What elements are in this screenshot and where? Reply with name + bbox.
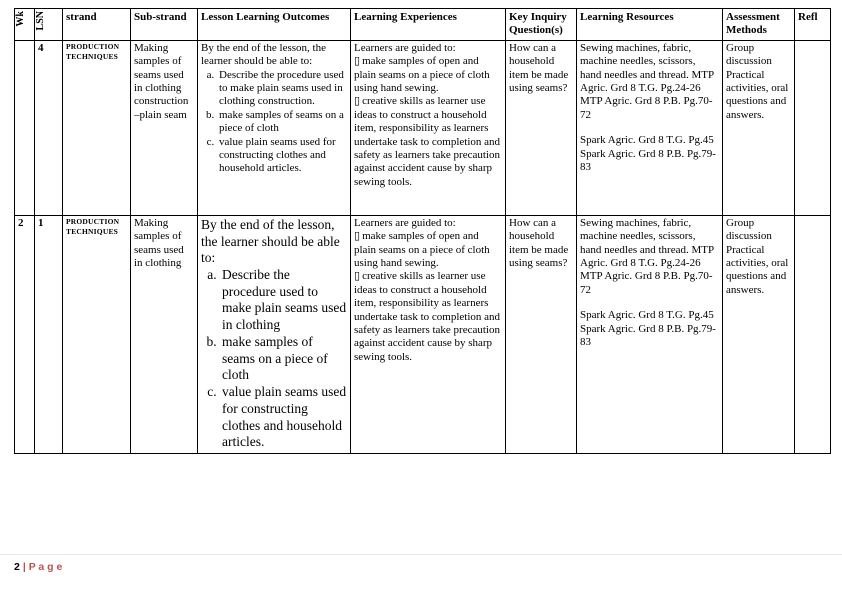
experience-item [354,270,502,364]
resources-paragraph: Sewing machines, fabric, machine needles, scissors, hand needles and thread. MTP Agric. Grd 8 T.G. Pg.24-26 MTP Agric. Grd 8 P.B. Pg.70-72 [580,216,714,296]
cell-lsn: 4 [35,40,63,215]
experience-item [354,230,502,270]
resources-paragraph: Spark Agric. Grd 8 T.G. Pg.45 Spark Agric. Grd 8 P.B. Pg.79-83 [580,309,716,349]
cell-strand: PRODUCTION TECHNIQUES [63,215,131,453]
page-number: 2 [14,561,20,573]
cell-assessment: Group discussion Practical activities, oral questions and answers. [723,215,795,453]
cell-assessment: Group discussion Practical activities, oral questions and answers. [723,40,795,215]
cell-refl [795,40,831,215]
cell-outcomes [198,40,351,215]
experience-text: creative skills as learner use ideas to construct a household item, responsibility as learners undertake task to completion and safety as learners take precaution against accident cause by sharp sewing tools. [354,95,501,188]
col-header-refl: Refl [795,9,831,41]
checkbox-bullet-icon: ▯ [354,95,361,108]
resources-paragraph: Sewing machines, fabric, machine needles, scissors, hand needles and thread. MTP Agric. Grd 8 T.G. Pg.24-26 MTP Agric. Grd 8 P.B. Pg.70-72 [580,41,714,121]
checkbox-bullet-icon: ▯ [354,230,361,243]
cell-resources [577,215,723,453]
col-header-wk-label: Wk [15,11,26,27]
page-label: | P a g e [22,561,63,573]
table-header-row [15,9,831,41]
experience-item [354,95,502,189]
cell-experiences [351,215,506,453]
col-header-wk [15,9,35,41]
cell-key-inquiry: How can a household item be made using seams? [506,215,577,453]
table-row-lesson-4 [15,40,831,215]
cell-sub-strand: Making samples of seams used in clothing construction –plain seam [131,40,198,215]
outcome-item: c. value plain seams used for constructing clothes and household articles. [220,384,347,451]
cell-refl [795,215,831,453]
resources-paragraph: Spark Agric. Grd 8 T.G. Pg.45 Spark Agric. Grd 8 P.B. Pg.79-83 [580,134,716,174]
col-header-key-inquiry: Key Inquiry Question(s) [506,9,577,41]
scheme-of-work-table [14,8,831,454]
checkbox-bullet-icon: ▯ [354,270,361,283]
outcome-item: a. Describe the procedure used to make plain seams used in clothing construction. [217,69,347,109]
experience-text: creative skills as learner use ideas to construct a household item, responsibility as learners undertake task to completion and safety as learners take precaution against accident cause by sharp sewing tools. [354,270,501,363]
checkbox-bullet-icon: ▯ [354,55,361,68]
outcomes-intro: By the end of the lesson, the learner should be able to: [201,216,340,266]
experience-text: make samples of open and plain seams on a piece of cloth using hand sewing. [354,230,490,270]
experiences-intro: Learners are guided to: [354,41,456,54]
experience-item [354,55,502,95]
cell-wk [15,40,35,215]
cell-outcomes [198,215,351,453]
col-header-sub-strand: Sub-strand [131,9,198,41]
outcomes-list [201,69,347,176]
col-header-lsn [35,9,63,41]
cell-key-inquiry: How can a household item be made using seams? [506,40,577,215]
outcome-item: b. make samples of seams on a piece of cloth [217,109,347,136]
cell-strand: PRODUCTION TECHNIQUES [63,40,131,215]
col-header-experiences: Learning Experiences [351,9,506,41]
outcome-item: c. value plain seams used for constructing clothes and household articles. [217,136,347,176]
experiences-intro: Learners are guided to: [354,216,456,229]
footer-divider [0,554,842,555]
cell-lsn: 1 [35,215,63,453]
col-header-lsn-label: LSN [35,11,46,31]
col-header-assessment: Assessment Methods [723,9,795,41]
experience-text: make samples of open and plain seams on a piece of cloth using hand sewing. [354,55,490,95]
outcomes-list [201,267,347,451]
page-footer [14,561,62,573]
cell-resources [577,40,723,215]
outcome-item: a. Describe the procedure used to make plain seams used in clothing [220,267,347,334]
col-header-resources: Learning Resources [577,9,723,41]
table-row-lesson-1 [15,215,831,453]
col-header-strand: strand [63,9,131,41]
col-header-outcomes: Lesson Learning Outcomes [198,9,351,41]
outcome-item: b. make samples of seams on a piece of cloth [220,334,347,384]
cell-sub-strand: Making samples of seams used in clothing [131,215,198,453]
outcomes-intro: By the end of the lesson, the learner should be able to: [201,41,326,68]
cell-wk: 2 [15,215,35,453]
cell-experiences [351,40,506,215]
